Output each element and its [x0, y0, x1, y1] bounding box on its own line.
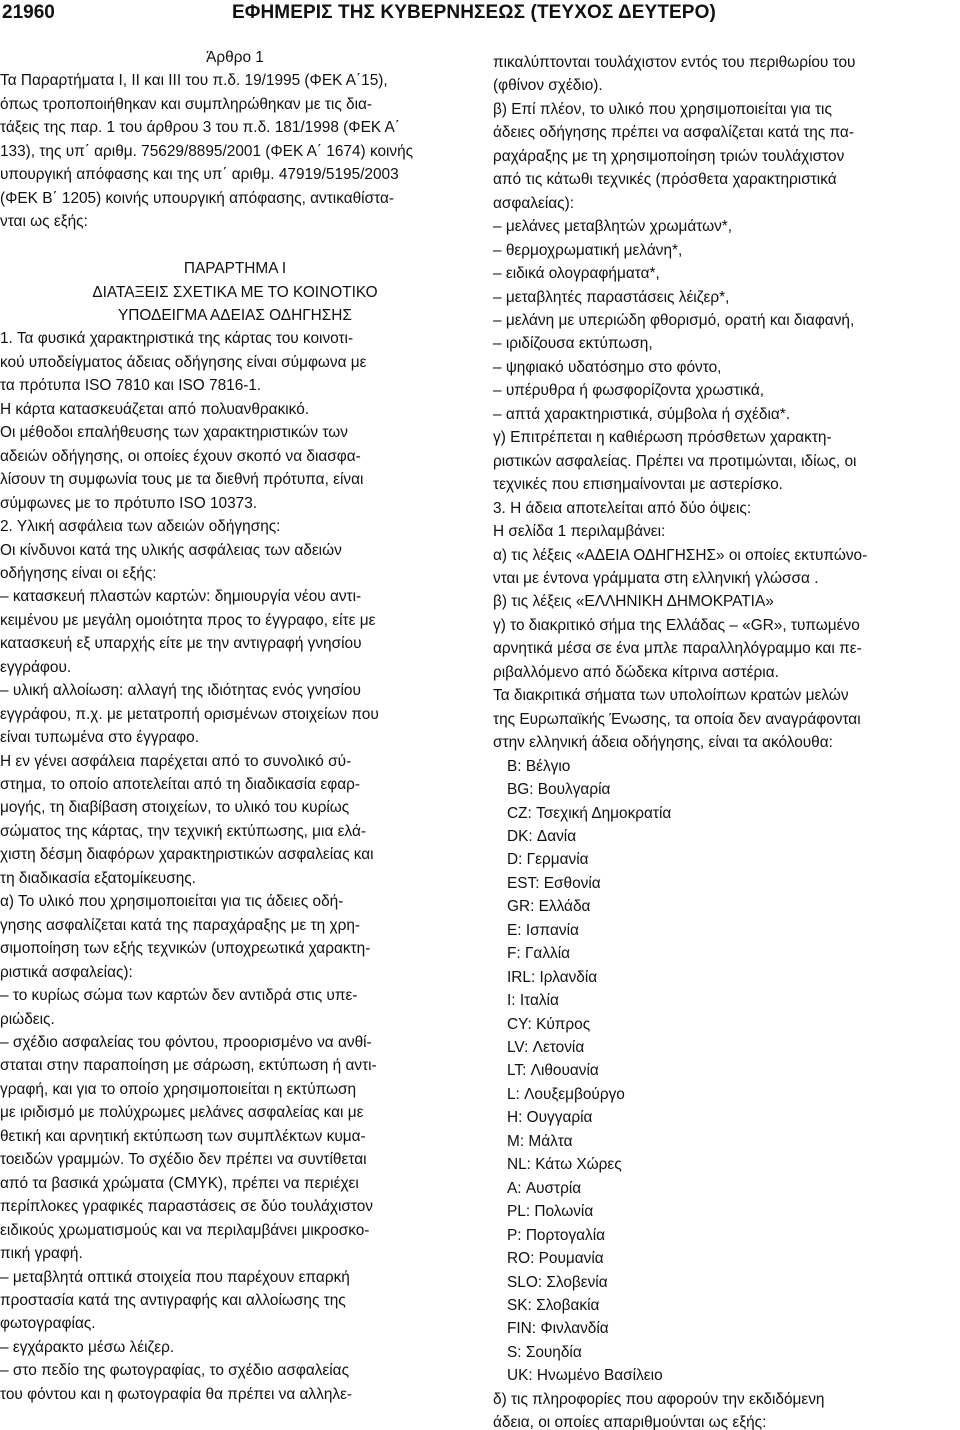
country-code-list [493, 755, 960, 1388]
country-item: CZ: Τσεχική Δημοκρατία [507, 804, 672, 822]
text-line: – το κυρίως σώμα των καρτών δεν αντιδρά στις υπε- [0, 987, 358, 1005]
text-line: τη διαδικασία εξατομίκευσης. [0, 869, 196, 887]
text-line: άδεια, οι οποίες απαριθμούνται ως εξής: [493, 1414, 767, 1430]
text-line: σύμφωνες με το πρότυπο ISO 10373. [0, 494, 258, 512]
text-line: από τις κάτωθι τεχνικές (πρόσθετα χαρακτηριστικά [493, 171, 837, 189]
right-column [493, 51, 960, 1430]
left-column [0, 46, 470, 1406]
text-line: φωτογραφίας. [0, 1315, 96, 1333]
intro-paragraph [0, 69, 470, 233]
text-line: σώματος της κάρτας, την τεχνική εκτύπωσης, μια ελά- [0, 822, 366, 840]
country-item: H: Ουγγαρία [507, 1109, 593, 1127]
text-line: αρνητικά μέσα σε ένα μπλε παραλληλόγραμμο και πε- [493, 640, 862, 658]
annex-subtitle-2: ΥΠΟΔΕΙΓΜΑ ΑΔΕΙΑΣ ΟΔΗΓΗΣΗΣ [118, 306, 352, 324]
text-line: με ιριδισμό με πολύχρωμες μελάνες ασφαλείας και με [0, 1104, 364, 1122]
text-line: – μελάνες μεταβλητών χρωμάτων*, [493, 218, 733, 236]
text-line: β) Επί πλέον, το υλικό που χρησιμοποιείται για τις [493, 100, 832, 118]
text-line: μογής, τη διαβίβαση στοιχείων, το υλικό του κυρίως [0, 799, 350, 817]
text-line: κού υποδείγματος άδειας οδήγησης είναι σύμφωνα με [0, 353, 367, 371]
text-line: είναι τυπωμένα στο έγγραφο. [0, 729, 199, 747]
text-line: – μεταβλητές παραστάσεις λέιζερ*, [493, 288, 730, 306]
article-title: Άρθρο 1 [206, 49, 264, 66]
text-line: α) τις λέξεις «ΑΔΕΙΑ ΟΔΗΓΗΣΗΣ» οι οποίες εκτυπώνο- [493, 546, 868, 564]
text-line: περίπλοκες γραφικές παραστάσεις σε δύο τουλάχιστον [0, 1198, 373, 1216]
text-line: αδειών οδήγησης, οι οποίες έχουν σκοπό να διασφα- [0, 447, 361, 465]
text-line: ειδικούς χρωματισμούς και να περιλαμβάνει μικροσκο- [0, 1221, 370, 1239]
text-line: ριβαλλόμενο από δώδεκα κίτρινα αστέρια. [493, 663, 779, 681]
text-line: σιμοποίηση των εξής τεχνικών (υποχρεωτικά χαρακτη- [0, 940, 371, 958]
text-line: εγγράφου, π.χ. με μετατροπή ορισμένων στοιχείων που [0, 705, 379, 723]
text-line: Τα διακριτικά σήματα των υπολοίπων κρατών μελών [493, 687, 849, 705]
text-line: ριώδεις. [0, 1010, 55, 1028]
text-line: γησης ασφαλίζεται κατά της παραχάραξης με τη χρη- [0, 916, 361, 934]
text-line: β) τις λέξεις «ΕΛΛΗΝΙΚΗ ΔΗΜΟΚΡΑΤΙΑ» [493, 593, 774, 611]
journal-title: ΕΦΗΜΕΡΙΣ ΤΗΣ ΚΥΒΕΡΝΗΣΕΩΣ (ΤΕΥΧΟΣ ΔΕΥΤΕΡΟ) [232, 2, 716, 23]
text-line: – υπέρυθρα ή φωσφορίζοντα χρωστικά, [493, 382, 765, 400]
text-line: υπουργική απόφασης και της υπ΄ αριθμ. 47919/5195/2003 [0, 166, 399, 184]
text-line: 1. Τα φυσικά χαρακτηριστικά της κάρτας του κοινοτι- [0, 330, 354, 348]
text-line: 3. Η άδεια αποτελείται από δύο όψεις: [493, 499, 752, 517]
country-item: F: Γαλλία [507, 945, 571, 963]
text-line: ασφαλείας): [493, 194, 574, 212]
text-line: – απτά χαρακτηριστικά, σύμβολα ή σχέδια*. [493, 405, 791, 423]
text-line: γραφή, και για το οποίο χρησιμοποιείται η εκτύπωση [0, 1080, 357, 1098]
text-line: λίσουν τη συμφωνία τους με τα διεθνή πρότυπα, είναι [0, 471, 364, 489]
right-body-bottom [493, 1388, 960, 1430]
text-line: από τα βασικά χρώματα (CMYK), πρέπει να περιέχει [0, 1174, 359, 1192]
text-line: πική γραφή. [0, 1245, 83, 1263]
text-line: – κατασκευή πλαστών καρτών: δημιουργία νέου αντι- [0, 588, 362, 606]
text-line: τοειδών γραμμών. Το σχέδιο δεν πρέπει να συντίθεται [0, 1151, 367, 1169]
text-line: γ) το διακριτικό σήμα της Ελλάδας – «GR», τυπωμένο [493, 616, 860, 634]
right-body-top [493, 51, 960, 755]
country-item: B: Βέλγιο [507, 757, 571, 775]
text-line: Η σελίδα 1 περιλαμβάνει: [493, 523, 666, 541]
annex-body [0, 327, 470, 1406]
text-line: προστασία κατά της αντιγραφής και αλλοίωσης της [0, 1292, 346, 1309]
text-line: Οι μέθοδοι επαλήθευσης των χαρακτηριστικών των [0, 424, 348, 442]
country-item: GR: Ελλάδα [507, 898, 591, 916]
country-item: LV: Λετονία [507, 1039, 585, 1057]
country-item: LT: Λιθουανία [507, 1062, 599, 1080]
text-line: α) Το υλικό που χρησιμοποιείται για τις άδειες οδή- [0, 893, 344, 911]
text-line: – ιριδίζουσα εκτύπωση, [493, 335, 653, 353]
country-item: I: Ιταλία [507, 992, 559, 1010]
text-line: χιστη δέσμη διαφόρων χαρακτηριστικών ασφαλείας και [0, 846, 374, 864]
text-line: – μελάνη με υπεριώδη φθορισμό, ορατή και διαφανή, [493, 311, 855, 329]
country-item: FIN: Φινλανδία [507, 1320, 609, 1338]
country-item: NL: Κάτω Χώρες [507, 1156, 622, 1174]
text-line: Η κάρτα κατασκευάζεται από πολυανθρακικό. [0, 400, 310, 418]
text-line: Τα Παραρτήματα I, II και III του π.δ. 19/1995 (ΦΕΚ Α΄15), [0, 72, 388, 90]
text-line: πικαλύπτονται τουλάχιστον εντός του περιθωρίου του [493, 54, 856, 71]
country-item: DK: Δανία [507, 827, 577, 845]
text-line: τεχνικές που επισημαίνονται με αστερίσκο. [493, 476, 783, 494]
country-item: M: Μάλτα [507, 1132, 573, 1150]
text-line: νται με έντονα γράμματα στη ελληνική γλώσσα . [493, 569, 819, 587]
text-line: στημα, το οποίο αποτελείται από τη διαδικασία εφαρ- [0, 776, 360, 794]
text-line: – ειδικά ολογραφήματα*, [493, 265, 660, 283]
country-item: E: Ισπανία [507, 921, 579, 939]
annex-subtitle-1: ΔΙΑΤΑΞΕΙΣ ΣΧΕΤΙΚΑ ΜΕ ΤΟ ΚΟΙΝΟΤΙΚΟ [92, 283, 378, 301]
text-line: κατασκευή εξ υπαρχής είτε με την αντιγραφή γνησίου [0, 635, 362, 653]
country-item: UK: Ηνωμένο Βασίλειο [507, 1367, 663, 1385]
country-item: A: Αυστρία [507, 1179, 582, 1197]
country-item: EST: Εσθονία [507, 874, 601, 892]
text-line: της Ευρωπαϊκής Ένωσης, τα οποία δεν αναγράφονται [493, 710, 861, 728]
text-line: του φόντου και η φωτογραφία θα πρέπει να αλληλε- [0, 1385, 353, 1403]
text-line: όπως τροποποιήθηκαν και συμπληρώθηκαν με τις δια- [0, 95, 373, 113]
text-line: άδειες οδήγησης πρέπει να ασφαλίζεται κατά της πα- [493, 124, 854, 142]
country-item: L: Λουξεμβούργο [507, 1085, 625, 1103]
annex-title: ΠΑΡΑΡΤΗΜΑ Ι [183, 260, 287, 278]
text-line: στην ελληνική άδεια οδήγησης, είναι τα ακόλουθα: [493, 734, 833, 752]
country-item: RO: Ρουμανία [507, 1250, 604, 1268]
text-line: νται ως εξής: [0, 213, 88, 231]
text-line: 133), της υπ΄ αριθμ. 75629/8895/2001 (ΦΕΚ Α΄ 1674) κοινής [0, 142, 414, 160]
text-line: οδήγησης είναι οι εξής: [0, 564, 157, 582]
country-item: IRL: Ιρλανδία [507, 968, 598, 986]
text-line: – μεταβλητά οπτικά στοιχεία που παρέχουν επαρκή [0, 1268, 350, 1286]
country-item: S: Σουηδία [507, 1343, 582, 1361]
text-line: – θερμοχρωματική μελάνη*, [493, 241, 683, 259]
text-line: τάξεις της παρ. 1 του άρθρου 3 του π.δ. 181/1998 (ΦΕΚ Α΄ [0, 119, 400, 137]
text-line: 2. Υλική ασφάλεια των αδειών οδήγησης: [0, 518, 281, 536]
page-number: 21960 [2, 2, 55, 23]
country-item: CY: Κύπρος [507, 1015, 591, 1033]
country-item: SLO: Σλοβενία [507, 1273, 608, 1291]
text-line: γ) Επιτρέπεται η καθιέρωση πρόσθετων χαρακτη- [493, 429, 832, 447]
country-item: BG: Βουλγαρία [507, 781, 611, 799]
text-line: εγγράφου. [0, 658, 72, 676]
text-line: τα πρότυπα ISO 7810 και ISO 7816-1. [0, 377, 262, 395]
text-line: Οι κίνδυνοι κατά της υλικής ασφάλειας των αδειών [0, 541, 342, 559]
country-item: SK: Σλοβακία [507, 1297, 600, 1315]
text-line: δ) τις πληροφορίες που αφορούν την εκδιδόμενη [493, 1390, 825, 1408]
country-item: PL: Πολωνία [507, 1203, 594, 1221]
text-line: ραχάραξης με τη χρησιμοποίηση τριών τουλάχιστον [493, 147, 845, 165]
text-line: (φθίνον σχέδιο). [493, 77, 603, 95]
text-line: – υλική αλλοίωση: αλλαγή της ιδιότητας ενός γνησίου [0, 682, 361, 700]
text-line: ριστικά ασφαλείας): [0, 963, 133, 981]
text-line: Η εν γένει ασφάλεια παρέχεται από το συνολικό σύ- [0, 752, 352, 770]
text-line: – εγχάρακτο μέσω λέιζερ. [0, 1338, 175, 1356]
text-line: σταται στην παραποίηση με σάρωση, εκτύπωση ή αντι- [0, 1057, 377, 1075]
text-line: κειμένου με μεγάλη ομοιότητα προς το έγγραφο, είτε με [0, 611, 376, 629]
page-header [0, 2, 960, 28]
text-line: – σχέδιο ασφαλείας του φόντου, προορισμένο να ανθί- [0, 1034, 372, 1052]
country-item: D: Γερμανία [507, 851, 589, 869]
text-line: (ΦΕΚ Β΄ 1205) κοινής υπουργική απόφασης, αντικαθίστα- [0, 189, 394, 207]
text-line: – στο πεδίο της φωτογραφίας, το σχέδιο ασφαλείας [0, 1362, 350, 1380]
text-line: – ψηφιακό υδατόσημο στο φόντο, [493, 358, 722, 376]
text-line: ριστικών ασφαλείας. Πρέπει να προτιμώνται, ιδίως, οι [493, 452, 857, 470]
country-item: P: Πορτογαλία [507, 1226, 606, 1244]
text-line: θετική και αρνητική εκτύπωση των συμπλέκτων κυμα- [0, 1127, 366, 1145]
